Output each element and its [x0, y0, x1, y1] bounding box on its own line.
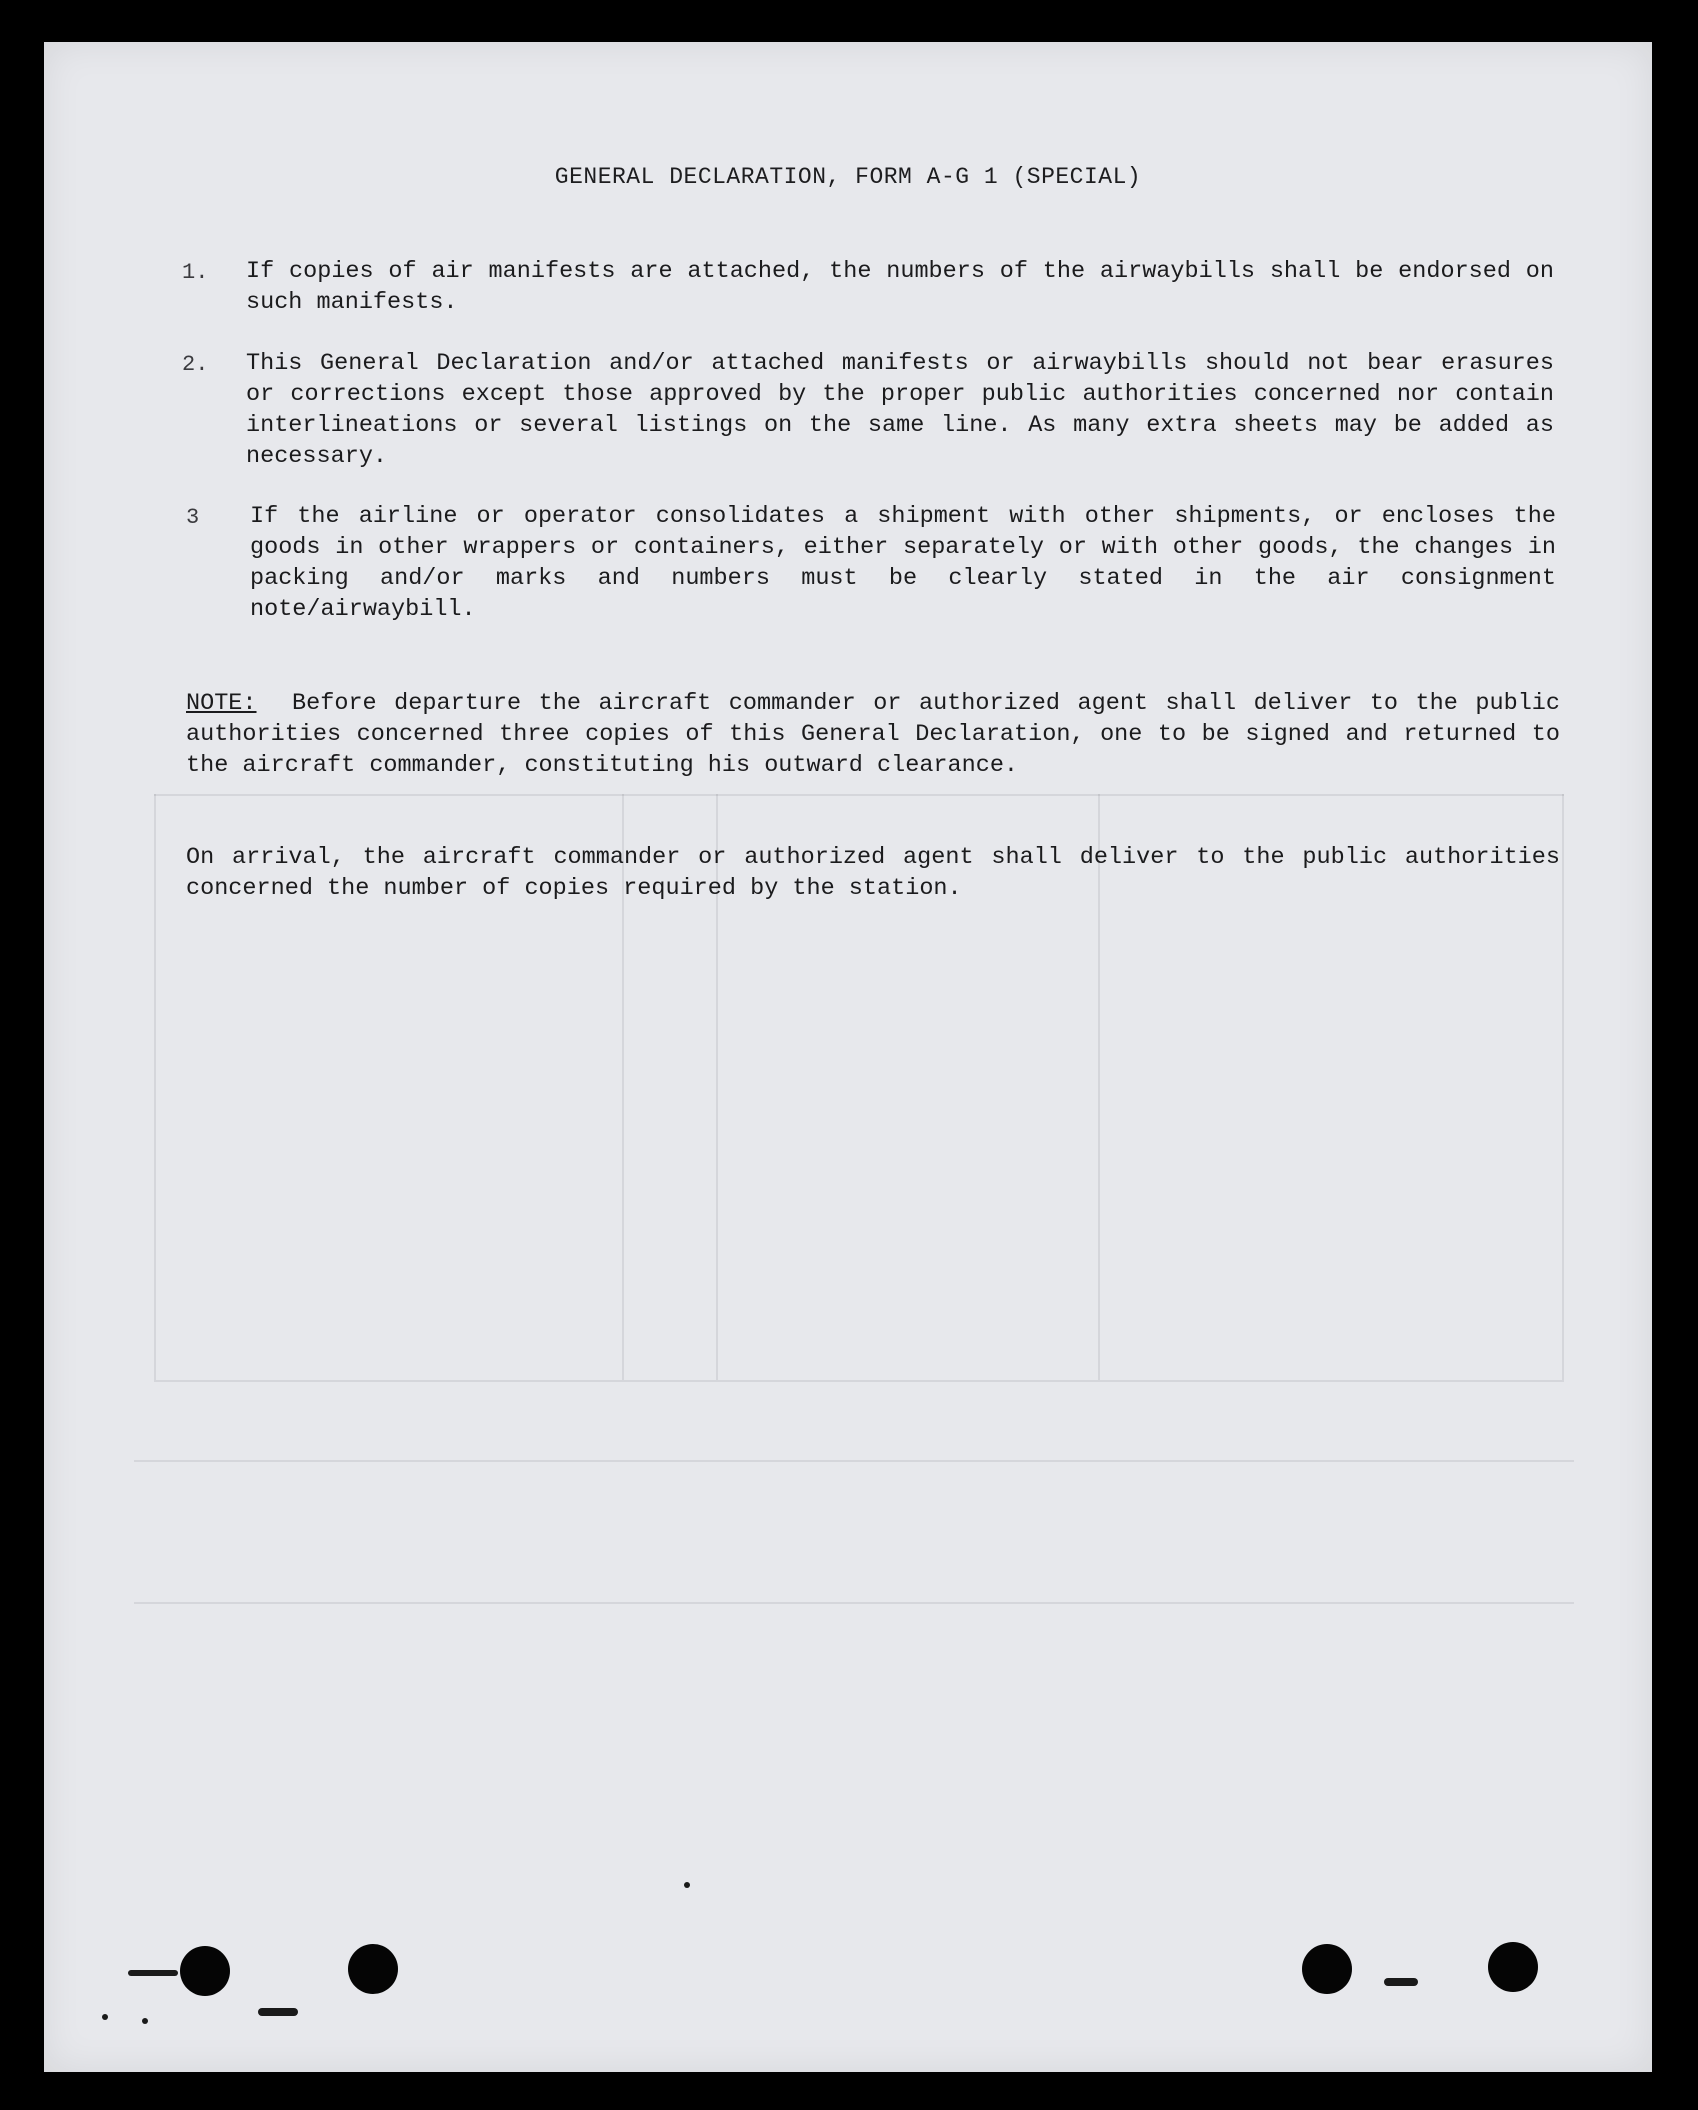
item-1-number: 1. — [182, 260, 209, 285]
speck — [258, 2008, 298, 2016]
speck — [1384, 1978, 1418, 1986]
page-title: GENERAL DECLARATION, FORM A-G 1 (SPECIAL) — [554, 164, 1142, 190]
speck — [102, 2014, 108, 2020]
ghost-table-bottom — [154, 1380, 1564, 1382]
note-text: Before departure the aircraft commander or authorized agent shall deliver to the public authorities concerned three copies of this General Declaration, one to be signed and returned to the aircraft commander, constituting his outward clearance. — [186, 690, 1560, 779]
document-page — [44, 42, 1652, 2072]
speck — [142, 2018, 148, 2024]
ghost-table-top — [154, 794, 1564, 796]
item-3-text: If the airline or operator consolidates a shipment with other shipments, or encloses the goods in other wrappers or containers, either separately or with other goods, the changes in packing and/or marks and numbers must be clearly stated in the air consignment note/airwaybill. — [250, 503, 1556, 623]
note-label: NOTE: — [186, 690, 257, 717]
speck — [128, 1970, 178, 1976]
ghost-table-left — [154, 794, 156, 1380]
item-3-number: 3 — [186, 505, 200, 530]
punch-hole-2 — [348, 1944, 398, 1994]
punch-hole-1 — [180, 1946, 230, 1996]
note-paragraph — [186, 688, 1560, 781]
item-1-text: If copies of air manifests are attached, the numbers of the airwaybills shall be endorsed on such manifests. — [246, 258, 1554, 316]
item-2-text: This General Declaration and/or attached manifests or airwaybills should not bear erasures or corrections except those approved by the proper public authorities concerned nor contain interlineations or several listings on the same line. As many extra sheets may be added as necessary. — [246, 350, 1554, 470]
item-2-number: 2. — [182, 352, 209, 377]
arrival-paragraph: On arrival, the aircraft commander or authorized agent shall deliver to the public authorities concerned the number of copies required by the station. — [186, 844, 1560, 902]
ghost-rule-2 — [134, 1602, 1574, 1604]
punch-hole-4 — [1488, 1942, 1538, 1992]
ghost-rule-1 — [134, 1460, 1574, 1462]
ghost-table-right — [1562, 794, 1564, 1380]
punch-hole-3 — [1302, 1944, 1352, 1994]
speck — [684, 1882, 690, 1888]
